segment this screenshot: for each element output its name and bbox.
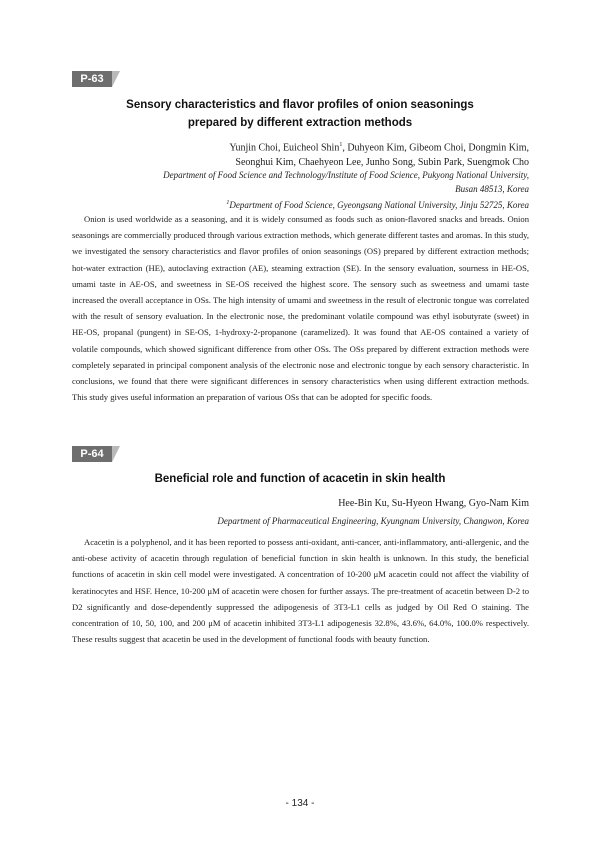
title-line: prepared by different extraction methods bbox=[187, 117, 413, 129]
authors-p63 bbox=[89, 138, 529, 170]
affiliation-line: Department of Food Science and Technology/Institute of Food Science, Pukyong National University, bbox=[163, 170, 529, 180]
affiliation-line: $^1$Department of Food Science, Gyeongsang National University, Jinju 52725, Korea bbox=[226, 200, 529, 210]
affiliation-line: Department of Pharmaceutical Engineering, Kyungnam University, Changwon, Korea bbox=[217, 516, 529, 526]
affiliation-marker: 1 bbox=[339, 142, 343, 148]
title-line: Beneficial role and function of acacetin in skin health bbox=[154, 473, 446, 485]
authors-line: Seonghui Kim, Chaehyeon Lee, Junho Song, Subin Park, Suengmok Cho bbox=[235, 157, 529, 169]
badge-label: P-63 bbox=[72, 71, 112, 87]
affiliation-marker: 1 bbox=[226, 200, 230, 206]
affiliation-line: Busan 48513, Korea bbox=[455, 184, 529, 194]
affiliations-p63 bbox=[89, 168, 529, 212]
authors-p64 bbox=[89, 496, 529, 511]
badge-tail-shape bbox=[112, 71, 120, 87]
title-line: Sensory characteristics and flavor profiles of onion seasonings bbox=[126, 99, 474, 111]
authors-line: Yunjin Choi, Euicheol Shin$^1$, Duhyeon Kim, Gibeom Choi, Dongmin Kim, bbox=[229, 142, 529, 154]
affiliations-p64 bbox=[89, 514, 529, 528]
page-number: - 134 - bbox=[285, 798, 315, 809]
abstract-title-p64 bbox=[72, 470, 528, 488]
badge-label: P-64 bbox=[72, 446, 112, 462]
badge-tail-shape bbox=[112, 446, 120, 462]
authors-line: Hee-Bin Ku, Su-Hyeon Hwang, Gyo-Nam Kim bbox=[338, 498, 529, 509]
abstract-body-p64: Acacetin is a polyphenol, and it has been reported to possess anti-oxidant, anti-cancer, anti-inflammatory, anti-allergenic, and the anti-obese activity of acacetin through regulation of beneficial function in skin health is unknown. In this study, the beneficial functions of acacetin in skin cell model were investigated. A concentration of 10-200 μM acacetin could not affect the viability of keratinocytes and HSF. Hence, 10-200 μM of acacetin were chosen for further assays. The pre-treatment of acacetin between D-2 to D2 significantly and dose-dependently suppressed the adipogenesis of 3T3-L1 cells as judged by Oil Red O staining. The concentration of 10, 50, 100, and 200 μM of acacetin inhibited 3T3-L1 adipogenesis 32.8%, 43.6%, 64.0%, 100.0% respectively. These results suggest that acacetin be used in the development of functional foods with beauty function. bbox=[72, 537, 529, 645]
abstract-title-p63 bbox=[72, 96, 528, 132]
abstract-body-p63: Onion is used worldwide as a seasoning, and it is widely consumed as foods such as onion-flavored snacks and breads. Onion seasonings are commercially produced through various extraction methods, which generate different tastes and aromas. In this study, we investigated the sensory characteristics and flavor profiles of onion seasonings (OS) prepared by different extraction methods; hot-water extraction (HE), autoclaving extraction (AE), steaming extraction (SE). In the sensory evaluation, sourness in HE-OS, umami taste in AE-OS, and sweetness in SE-OS received the highest score. The sensory such as sweetness and umami taste increased the overall acceptance in OSs. The high intensity of umami and sweetness in the result of electronic tongue was correlated with the result of sensory evaluation. In the electronic nose, the predominant volatile compound was ethyl isobutyrate (sweet) in HE-OS, propanal (pungent) in SE-OS, 1-hydroxy-2-propanone (caramelized). It was found that AE-OS contained a variety of volatile compounds, which showed significant difference from other OSs. The OSs prepared by different extraction methods were completely separated in principal component analysis of the electronic nose and electronic tongue by each sensory characteristic. In conclusions, we found that there were significant differences in sensory characteristics when using different extraction methods. This study gives useful information an preparation of various OSs that can be adopted for specific foods. bbox=[72, 214, 529, 403]
